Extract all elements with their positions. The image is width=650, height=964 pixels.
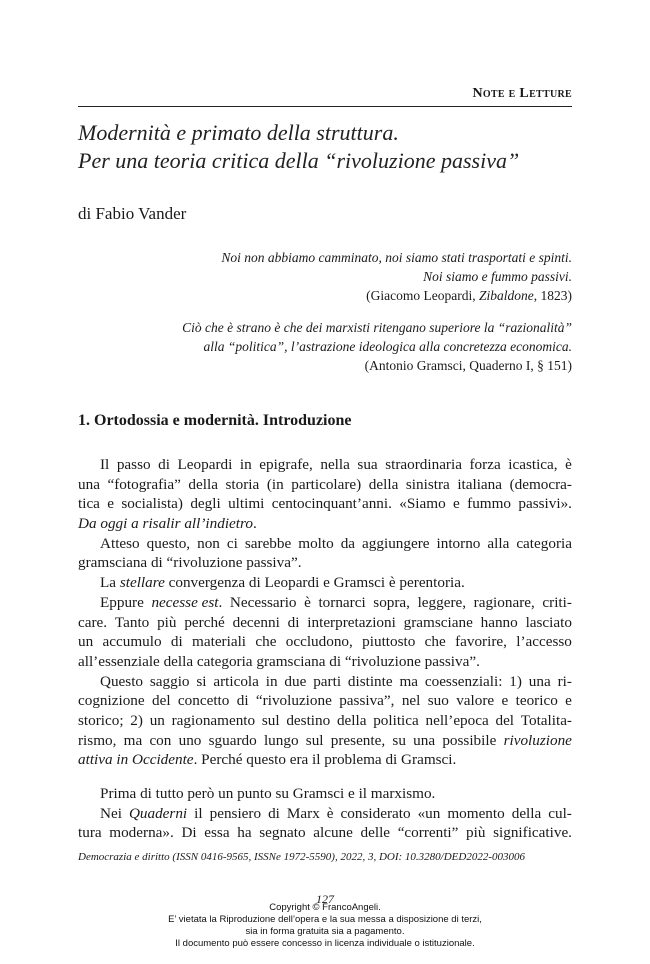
word: del (152, 692, 171, 710)
epigraph-source-work: Zibaldone (478, 288, 534, 303)
text-span: gramsciana di “rivoluzione passiva”. (78, 554, 302, 572)
word: storico; (78, 711, 124, 729)
word: gramsciane (403, 613, 473, 631)
word: Questo (100, 672, 144, 690)
word: valore (456, 692, 495, 710)
italic-phrase: Da oggi a risalir all’indietro (78, 515, 253, 533)
word: di (268, 804, 280, 822)
text-line (78, 455, 572, 475)
page-number: 127 (316, 892, 334, 906)
italic-phrase: Quaderni (128, 804, 188, 822)
word: una (413, 731, 436, 749)
word: epigrafe, (259, 456, 313, 473)
word: e (107, 495, 115, 513)
header-rule (78, 106, 572, 107)
word: Totalita- (520, 711, 572, 729)
word: parti (313, 672, 342, 690)
epigraph-leopardi (132, 248, 572, 305)
word: del (495, 711, 515, 729)
text-line (78, 475, 572, 495)
word: distinte (347, 672, 393, 690)
word: sarebbe (244, 534, 292, 552)
word: ma (399, 672, 419, 690)
text-line (78, 514, 572, 534)
word: moderna». (109, 824, 174, 842)
copyright-line: E’ vietata la Riproduzione dell’opera e la sua messa a disposizione di terzi, (168, 914, 482, 925)
text-span: Prima di tutto però un punto su Gramsci e il marxismo. (100, 785, 436, 802)
article-author: di Fabio Vander (78, 204, 187, 223)
word: «un (417, 804, 441, 822)
word: in (265, 672, 278, 690)
word: forza (469, 456, 501, 473)
word: tica (78, 495, 100, 513)
word: molto (298, 534, 334, 552)
word: ma (123, 731, 143, 749)
word: favorire, (455, 633, 507, 651)
text-span: . Perché questo era il problema di Gramsci. (193, 751, 457, 769)
article-title (78, 119, 572, 175)
text-line (78, 823, 572, 843)
punctuation: . (218, 593, 223, 611)
word: alla (487, 534, 510, 552)
text-line (78, 632, 572, 652)
word: Marx (286, 804, 320, 822)
epigraph-source: (Antonio Gramsci, Quaderno I, § 151) (364, 358, 572, 373)
epigraph-source (132, 286, 572, 305)
word: sua (357, 456, 378, 473)
text-span: . (252, 515, 257, 533)
word: presente, (330, 731, 386, 749)
italic-phrase: necesse est (151, 593, 219, 611)
word: lasciato (525, 613, 572, 631)
epigraph-line: Noi non abbiamo camminato, noi siamo stati trasportati e spinti. (221, 250, 572, 265)
word: delle (360, 824, 391, 842)
article-body (78, 455, 572, 843)
word: cul- (548, 804, 572, 822)
word: in (239, 456, 252, 473)
word: decenni (232, 613, 280, 631)
word: (democra- (509, 475, 572, 493)
text-span: La (100, 574, 120, 592)
word: di (236, 692, 249, 710)
word: sul (305, 731, 324, 749)
word: care. (78, 613, 108, 631)
word: è (565, 456, 572, 473)
word: aggiungere (362, 534, 430, 552)
word: da (340, 534, 356, 552)
paragraph-gap (78, 770, 572, 784)
word: articola (213, 672, 259, 690)
word: politica (373, 711, 419, 729)
word: della (188, 475, 218, 493)
word: Leopardi (177, 456, 233, 473)
word: concetto (177, 692, 230, 710)
word: l’accesso (516, 633, 572, 651)
copyright-notice (0, 902, 650, 950)
word: saggio (149, 672, 190, 690)
word: suo (427, 692, 449, 710)
word: possibile (442, 731, 497, 749)
epigraph-line: Ciò che è strano è che dei marxisti ritengano superiore la “razionalità” (182, 320, 572, 335)
copyright-line: Il documento può essere concesso in licenza individuale o istituzionale. (175, 938, 475, 949)
word: alcune (313, 824, 353, 842)
epigraph-line: Noi siamo e fummo passivi. (423, 269, 572, 284)
word: occludono, (285, 633, 353, 651)
word: cognizione (78, 692, 145, 710)
text-line (78, 553, 572, 573)
word: significative. (493, 824, 572, 842)
word: il (194, 804, 203, 822)
word: centocinquant’anni. (271, 495, 392, 513)
word: ragionamento (171, 711, 256, 729)
epigraph-source-prefix: (Giacomo Leopardi, (366, 288, 479, 303)
text-line (78, 494, 572, 514)
word: sinistra (405, 475, 450, 493)
word: e (501, 692, 509, 710)
word: che (424, 633, 446, 651)
word: degli (190, 495, 221, 513)
word: uno (178, 731, 202, 749)
word: e (565, 692, 572, 710)
text-span: sopra, (373, 593, 410, 611)
epigraph-line: alla “politica”, l’astrazione ideologica alla concretezza economica. (203, 339, 572, 354)
epigraph-gramsci (132, 318, 572, 375)
word: si (196, 672, 207, 690)
word: teorico (515, 692, 558, 710)
word: piuttosto (362, 633, 416, 651)
section-heading: 1. Ortodossia e modernità. Introduzione (78, 412, 352, 429)
word: Tanto (114, 613, 150, 631)
word: passivi». (518, 495, 572, 513)
word: Di (181, 824, 197, 842)
word: storia (225, 475, 260, 493)
copyright-line: sia in forma gratuita sia a pagamento. (245, 926, 405, 937)
section-label: Note e Letture (472, 86, 572, 101)
word: icastica, (508, 456, 558, 473)
italic-phrase: rivoluzione (503, 731, 572, 749)
word: sguardo (208, 731, 257, 749)
word: ci (226, 534, 238, 552)
word: straordinaria (385, 456, 462, 473)
word: particolare) (291, 475, 362, 493)
word: una (528, 672, 551, 690)
word: questo, (146, 534, 191, 552)
word: nella (320, 456, 350, 473)
word: nel (401, 692, 421, 710)
italic-phrase: attiva in Occidente (78, 751, 194, 769)
word: pensiero (209, 804, 262, 822)
text-line (78, 534, 572, 554)
word: di (170, 633, 183, 651)
word: intorno (436, 534, 481, 552)
word: passo (116, 456, 151, 473)
text-span: ragionare, (473, 593, 535, 611)
word: Il (100, 456, 110, 473)
word: coessenziali: (424, 672, 503, 690)
word: più (466, 824, 486, 842)
word: “rivoluzione (255, 692, 332, 710)
word: della (511, 804, 542, 822)
text-line (78, 672, 572, 692)
word: perché (184, 613, 225, 631)
text-line (78, 731, 572, 751)
word: non (197, 534, 220, 552)
word: un (149, 711, 165, 729)
word: categoria (516, 534, 572, 552)
text-span: criti- (542, 593, 572, 611)
text-span: all’essenziale della categoria gramsciana di “rivoluzione passiva”. (78, 652, 480, 670)
word: che (255, 633, 277, 651)
text-span: è (304, 593, 311, 611)
word: di (287, 613, 300, 631)
word: socialista) (121, 495, 183, 513)
word: Atteso (100, 534, 140, 552)
text-line (78, 593, 572, 613)
word: nell’epoca (425, 711, 489, 729)
text-line (78, 652, 572, 672)
text-line (78, 573, 572, 593)
word: fummo (467, 495, 512, 513)
word: segnato (259, 824, 306, 842)
title-line-2: Per una teoria critica della “rivoluzione passiva” (78, 148, 520, 173)
word: è (326, 804, 334, 822)
word: due (284, 672, 307, 690)
word: di (158, 456, 170, 473)
word: 1) (509, 672, 522, 690)
word: essa (204, 824, 230, 842)
word: destino (286, 711, 331, 729)
text-span: Eppure (100, 593, 144, 611)
word: con (149, 731, 172, 749)
text-span: convergenza di Leopardi e Gramsci è perentoria. (164, 574, 465, 592)
word: tura (78, 824, 102, 842)
word: interpretazioni (307, 613, 396, 631)
title-line-1: Modernità e primato della struttura. (78, 120, 399, 145)
word: ultimi (228, 495, 265, 513)
word: italiana (457, 475, 503, 493)
italic-phrase: stellare (119, 574, 165, 592)
text-line (78, 691, 572, 711)
text-line (78, 750, 572, 770)
word: rismo, (78, 731, 117, 749)
word: momento (447, 804, 505, 822)
text-span: leggere, (417, 593, 467, 611)
epigraph-source-suffix: , 1823) (533, 288, 572, 303)
text-span: tornarci (318, 593, 366, 611)
text-line (78, 613, 572, 633)
text-line (78, 804, 572, 824)
word: “correnti” (397, 824, 459, 842)
word: accumulo (102, 633, 162, 651)
word: hanno (480, 613, 518, 631)
word: un (78, 633, 94, 651)
word: Nei (100, 804, 122, 822)
word: materiali (192, 633, 247, 651)
word: 2) (130, 711, 143, 729)
word: «Siamo (399, 495, 446, 513)
text-line (78, 711, 572, 731)
word: una (78, 475, 100, 493)
copyright-line: Copyright © FrancoAngeli. (269, 902, 381, 913)
word: sul (261, 711, 280, 729)
word: più (157, 613, 177, 631)
word: “fotografia” (107, 475, 181, 493)
word: passiva”, (339, 692, 395, 710)
word: ri- (557, 672, 572, 690)
word: considerato (340, 804, 411, 822)
word: e (453, 495, 460, 513)
word: (in (266, 475, 284, 493)
word: della (336, 711, 367, 729)
word: su (392, 731, 406, 749)
text-span (151, 593, 222, 613)
journal-citation: Democrazia e diritto (ISSN 0416-9565, ISSNe 1972-5590), 2022, 3, DOI: 10.3280/DED2022-003006 (78, 851, 525, 863)
text-span: Necessario (229, 593, 297, 611)
word: ha (237, 824, 252, 842)
word: della (368, 475, 399, 493)
text-line (78, 784, 572, 804)
word: lungo (263, 731, 299, 749)
